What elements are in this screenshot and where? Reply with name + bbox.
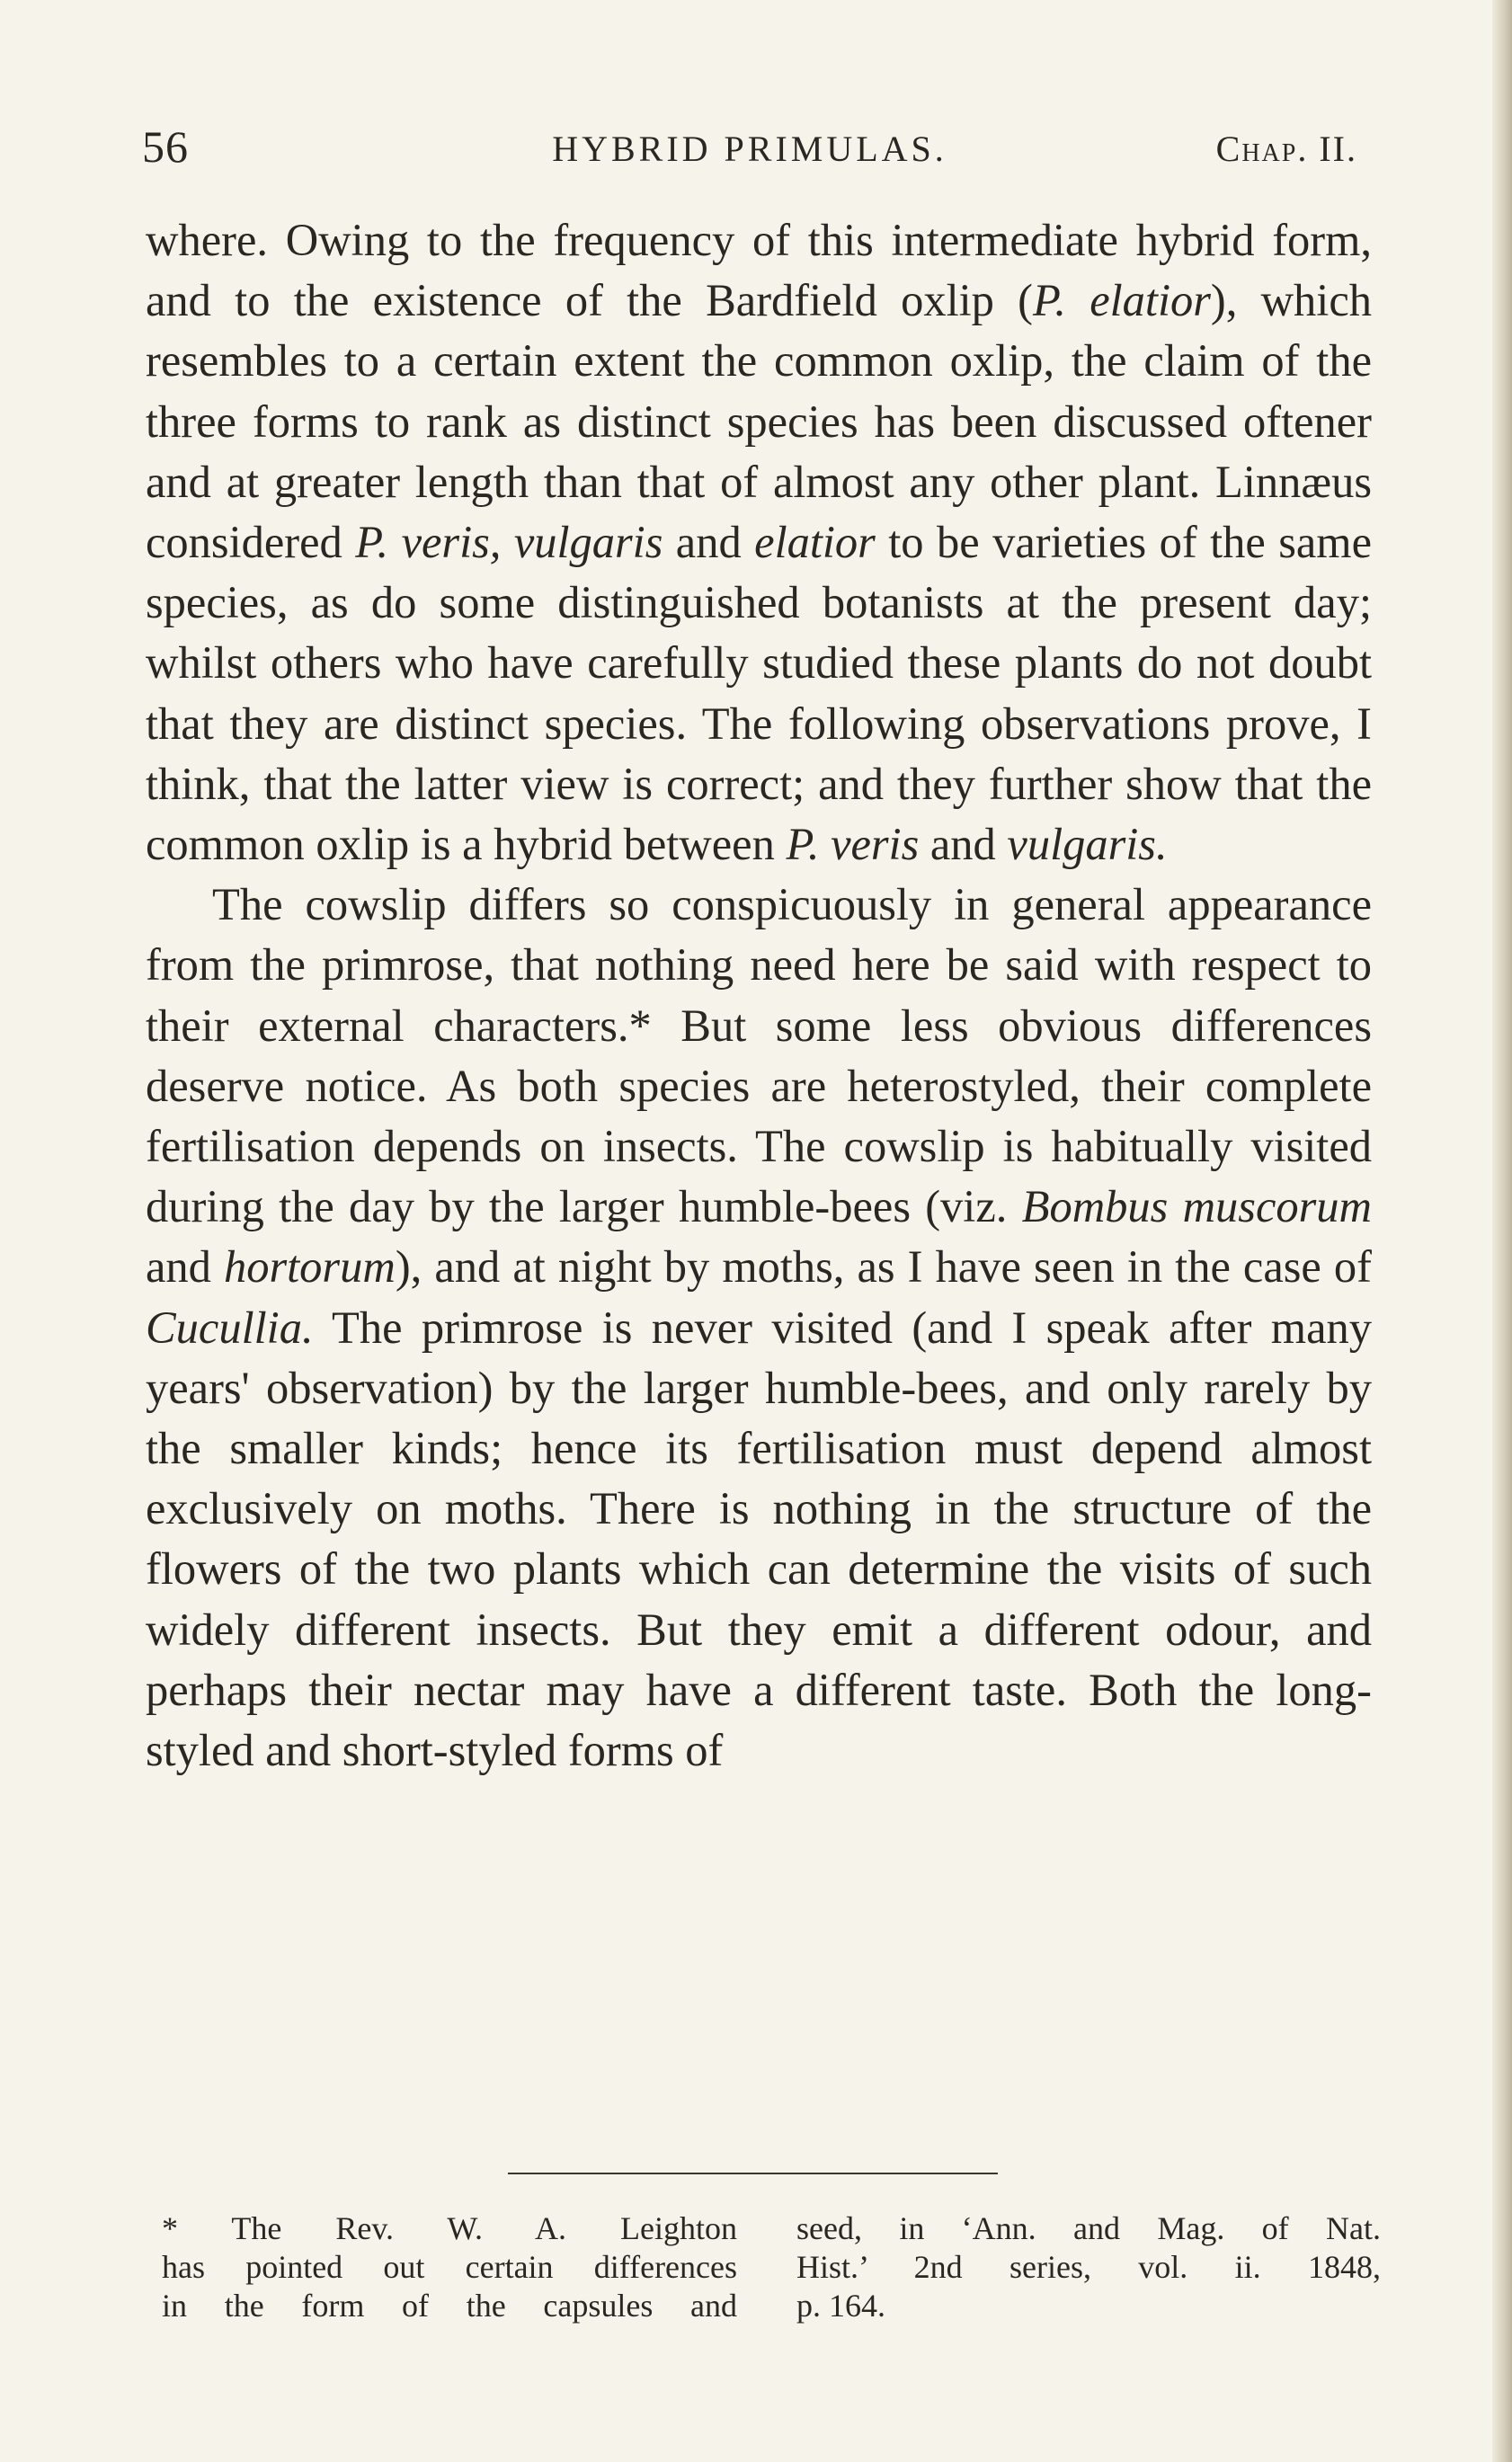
- body-text: [146, 210, 1372, 1781]
- footnote-line: * The Rev. W. A. Leighton: [162, 2210, 737, 2246]
- running-header: [142, 120, 1357, 174]
- paragraph-2: [146, 875, 1372, 1781]
- italic-run: P. veris, vulgaris: [355, 517, 663, 568]
- chapter-label: Chap. II.: [1215, 129, 1357, 169]
- text-run: ), which resembles to a certain extent the common oxlip, the claim of the three forms to rank as distinct species has been discussed oftener and at greater length than that of almost any other plant. Linnæus considered: [146, 275, 1372, 568]
- text-run: where. Owing to the frequency of this intermediate hybrid form, and to the existence of the Bardfield oxlip (: [146, 215, 1372, 326]
- footnote-rule: [508, 2173, 998, 2174]
- italic-run: P. elatior: [1032, 275, 1211, 326]
- italic-run: vulgaris.: [1007, 819, 1168, 870]
- text-run: and: [919, 819, 1008, 870]
- footnote-line: Hist.’ 2nd series, vol. ii. 1848,: [796, 2249, 1381, 2285]
- footnote-line: in the form of the capsules and: [162, 2288, 737, 2324]
- text-run: The cowslip differs so conspicuously in general appearance from the primrose, that nothing need here be said with respect to their external characters.* But some less obvious differences deserve notice. As both species are heterostyled, their complete fertilisation depends on insects. The cowslip is habitually visited during the day by the larger humble-bees (viz.: [146, 879, 1372, 1232]
- italic-run: Cucullia.: [146, 1302, 314, 1353]
- footnote-left-column: [162, 2209, 737, 2325]
- italic-run: Bombus muscorum: [1021, 1181, 1372, 1232]
- page-number: 56: [142, 121, 189, 172]
- page-edge: [1492, 0, 1512, 2462]
- paragraph-1: [146, 210, 1372, 875]
- footnote-right-column: [796, 2209, 1381, 2325]
- text-run: to be varieties of the same species, as do some distinguished botanists at the present day; whilst others who have carefully studied these plants do not doubt that they are distinct species. The following observations prove, I think, that the latter view is correct; and they further show that the common oxlip is a hybrid between: [146, 517, 1372, 870]
- running-title: HYBRID PRIMULAS.: [552, 129, 947, 169]
- italic-run: P. veris: [786, 819, 920, 870]
- text-run: The primrose is never visited (and I speak after many years' observation) by the larger humble-bees, and only rarely by the smaller kinds; hence its fertilisation must depend almost exclusively on moths. There is nothing in the structure of the flowers of the two plants which can determine the visits of such widely different insects. But they emit a different odour, and perhaps their nectar may have a different taste. Both the long-styled and short-styled forms of: [146, 1302, 1372, 1776]
- text-run: and: [663, 517, 755, 568]
- footnote-line: has pointed out certain differences: [162, 2249, 737, 2285]
- footnote-line: p. 164.: [796, 2288, 885, 2324]
- text-run: and: [146, 1241, 224, 1293]
- italic-run: elatior: [754, 517, 876, 568]
- italic-run: hortorum: [224, 1241, 396, 1293]
- text-run: ), and at night by moths, as I have seen in the case of: [395, 1241, 1372, 1293]
- footnote-line: seed, in ‘Ann. and Mag. of Nat.: [796, 2210, 1381, 2246]
